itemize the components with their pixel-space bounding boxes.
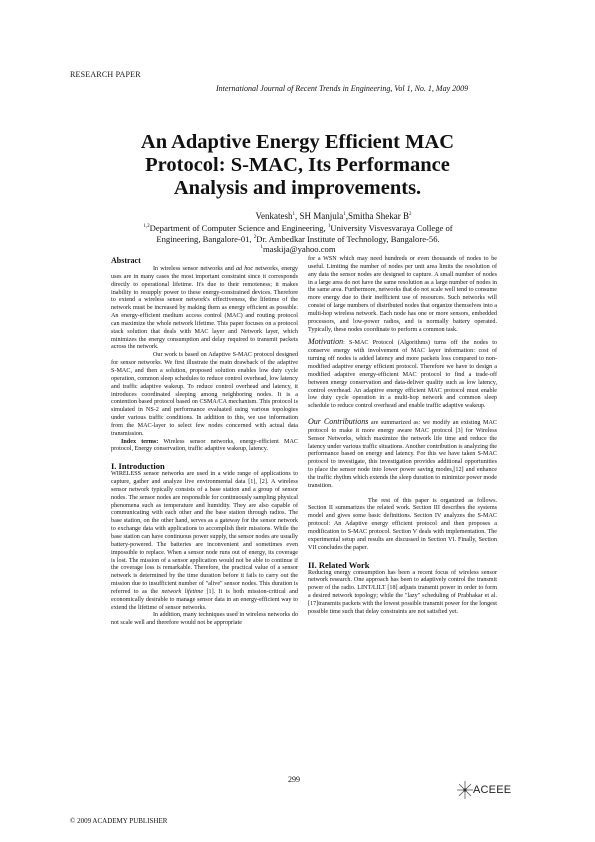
affiliation-line (98, 223, 498, 234)
title-line: An Adaptive Energy Efficient MAC (140, 131, 455, 153)
journal-header: International Journal of Recent Trends in Engineering, Vol 1, No. 1, May 2009 (216, 84, 469, 93)
abstract-heading: Abstract (111, 256, 141, 265)
affil-text: Department of Computer Science and Engineering, (149, 223, 328, 233)
author-list (90, 211, 505, 222)
left-column (111, 256, 298, 628)
logo-text: ACEEE (473, 784, 512, 796)
affiliation-line (98, 234, 498, 245)
related-work-heading: II. Related Work (308, 559, 370, 570)
title-line: Analysis and improvements. (173, 177, 422, 199)
affil-sup: 1,2 (143, 224, 150, 230)
affil-text: Dr. Ambedkar Institute of Technology, Bangalore-56. (256, 233, 440, 244)
email-sup: 1 (260, 245, 263, 251)
motivation-paragraph: Motivation: S-MAC Protocol (Algorithms) turns off the nodes to conserve energy with involvement of MAC layer information: cost of turning off nodes is added latency and more packets loss compared to non-modified adaptive energy efficient protocol. Therefore we have to design a modified adaptive energy-efficient MAC protocol to find a trade-off between energy conservation and data-deliver quality such as low latency, control overhead. An adaptive energy efficient MAC protocol must enable low duty cycle operation in a multi-hop network and common sleep schedule to reduce control overhead and enable traffic adaptive wakeup. (308, 337, 497, 410)
right-column (308, 256, 497, 617)
title-line: Protocol: S-MAC, Its Performance (145, 154, 450, 176)
intro-paragraph: WIRELESS sensor networks are used in a wide range of applications to capture, gather and analyze live environmental data [1], [2]. A wireless sensor network typically consists of a base station and a group of sensor nodes. The sensor nodes are responsible for continuously sampling physical phenomena such as temperature and humidity. They are also capable of communicating with each other and the base station through radios. The base station, on the other hand, serves as a gateway for the sensor network to exchange data with applications to accomplish their missions. While the base station can have continuous power supply, the sensor nodes are usually battery-powered. The batteries are inconvenient and sometimes even impossible to replace. When a sensor node runs out of energy, its coverage is lost. The mission of a sensor application would not be able to continue if the coverage loss is remarkable. Therefore, the practical value of a sensor network is determined by the time duration before it fails to carry out the mission due to insufficient number of "alive" sensor nodes. This duration is referred to as the network lifetime [1]. It is both mission-critical and economically desirable to manage sensor data in an energy-efficient way to extend the lifetime of sensor networks. (111, 471, 298, 611)
contributions-paragraph: Our Contributions are summarized as: we modify an existing MAC protocol to make it more energy aware MAC protocol [3] for Wireless Sensor Networks, which maximize the network life time and reduce the latency under various traffic situations. Another contribution is analyzing the performance based on energy and latency. For this we have taken S-MAC protocol to investigate, this investigation provides additional opportunities to place the sensor node into lower power saving modes,[12] and enhance the traffic rhythm which extends the sleep duration to minimize power mode transition. (308, 417, 497, 489)
author-sup: 1 (292, 212, 295, 217)
related-work-paragraph: Reducing energy consumption has been a recent focus of wireless sensor network research. One approach has been to adaptively control the transmit power of the radio. LINT/LILT [18] adjusts transmit power in order to form a desired network topology; while the "lazy" scheduling of Prabhakar et al. [17]transmits packets with the lowest possible transmit power for the longest possible time such that delay constraints are not satisfied yet. (308, 569, 497, 615)
abstract-paragraph: In wireless sensor networks and ad hoc networks, energy uses are in many cases the most important constraint since it corresponds directly to operational lifetime. It's due to their remoteness; it makes inability to resupply power to these energy-constrained devices. Therefore to extend a wireless sensor network's effectiveness, the lifetime of the network must be increased by making them as energy efficient as possible. An energy-efficient medium access control (MAC) and routing protocol can maximize the whole network lifetime. This paper focuses on a protocol stack solution that deals with MAC layer and Network layer, which minimizes the energy consumption and delay required to transmit packets across the network. (111, 266, 298, 351)
email-text: maskija@yahoo.com (262, 244, 336, 255)
author-name: ,Smitha Shekar B (345, 211, 409, 221)
aceee-logo (456, 779, 520, 801)
intro-paragraph: In addition, many techniques used in wireless networks do not scale well and therefore would not be appropriate (111, 612, 298, 627)
body-paragraph: for a WSN which may need hundreds or even thousands of nodes to be useful. Limiting the number of nodes per unit area limits the resolution of any data the sensor nodes are designed to capture. A small number of nodes in a large area do not have the same resolution as a large number of nodes in the same area. Furthermore, networks that do not scale well tend to consume more energy due to their inefficient use of resources. Such networks will consist of large numbers of distributed nodes that organize themselves into a multi-hop wireless network. Each node has one or more sensors, embedded processors, and low-power radios, and is normally battery operated. Typically, these nodes coordinate to perform a common task. (308, 256, 497, 333)
affil-sup: 2 (253, 234, 257, 240)
index-terms: Index terms: Wireless sensor networks, energy-efficient MAC protocol, Energy conservation, traffic adaptive wakeup, latency. (111, 438, 298, 453)
affil-text: University Visvesvaraya College of (330, 223, 453, 233)
star-icon (456, 779, 474, 801)
page-number: 299 (288, 775, 300, 784)
copyright-notice: © 2009 ACADEMY PUBLISHER (70, 817, 168, 825)
affil-text: Engineering, Bangalore-01, (156, 233, 254, 244)
paper-title (90, 131, 505, 200)
research-paper-label: RESEARCH PAPER (70, 70, 141, 79)
author-sup: 1 (343, 212, 346, 217)
affiliations (98, 223, 498, 255)
abstract-paragraph: Our work is based on Adaptive S-MAC protocol designed for sensor networks. We first illustrate the main drawback of the adaptive S-MAC, and then a solution, proposed solution enables low duty cycle operation, common sleep schedules to reduce control overhead, low latency and traffic adaptive wakeup. To reduce control overhead and latency, it introduces coordinated sleeping among neighboring nodes. It is a contention based protocol based on CSMA/CA mechanism. This protocol is simulated in NS-2 and performance evaluated using various topologies under various traffic conditions. In addition to this, we use information from the MAC-layer to select few nodes concerned with actual data transmission. (111, 352, 298, 437)
author-sup: 2 (409, 212, 412, 217)
author-name: , SH Manjula (295, 211, 344, 221)
intro-heading: I. Introduction (111, 461, 165, 472)
author-email (98, 244, 498, 255)
organization-paragraph: The rest of this paper is organized as follows. Section II summarizes the related work. Section III describes the systems model and gives some basic definitions. Section IV analyzes the S-MAC protocol: An Adaptive energy efficient protocol and then proposes a modification to S-MAC protocol. Section V deals with implementation. The experimental setup and results are discussed in Section VI. Finally, Section VII concludes the paper. (308, 497, 497, 551)
affil-sup: 1 (327, 224, 331, 230)
author-name: Venkatesh (255, 211, 293, 221)
